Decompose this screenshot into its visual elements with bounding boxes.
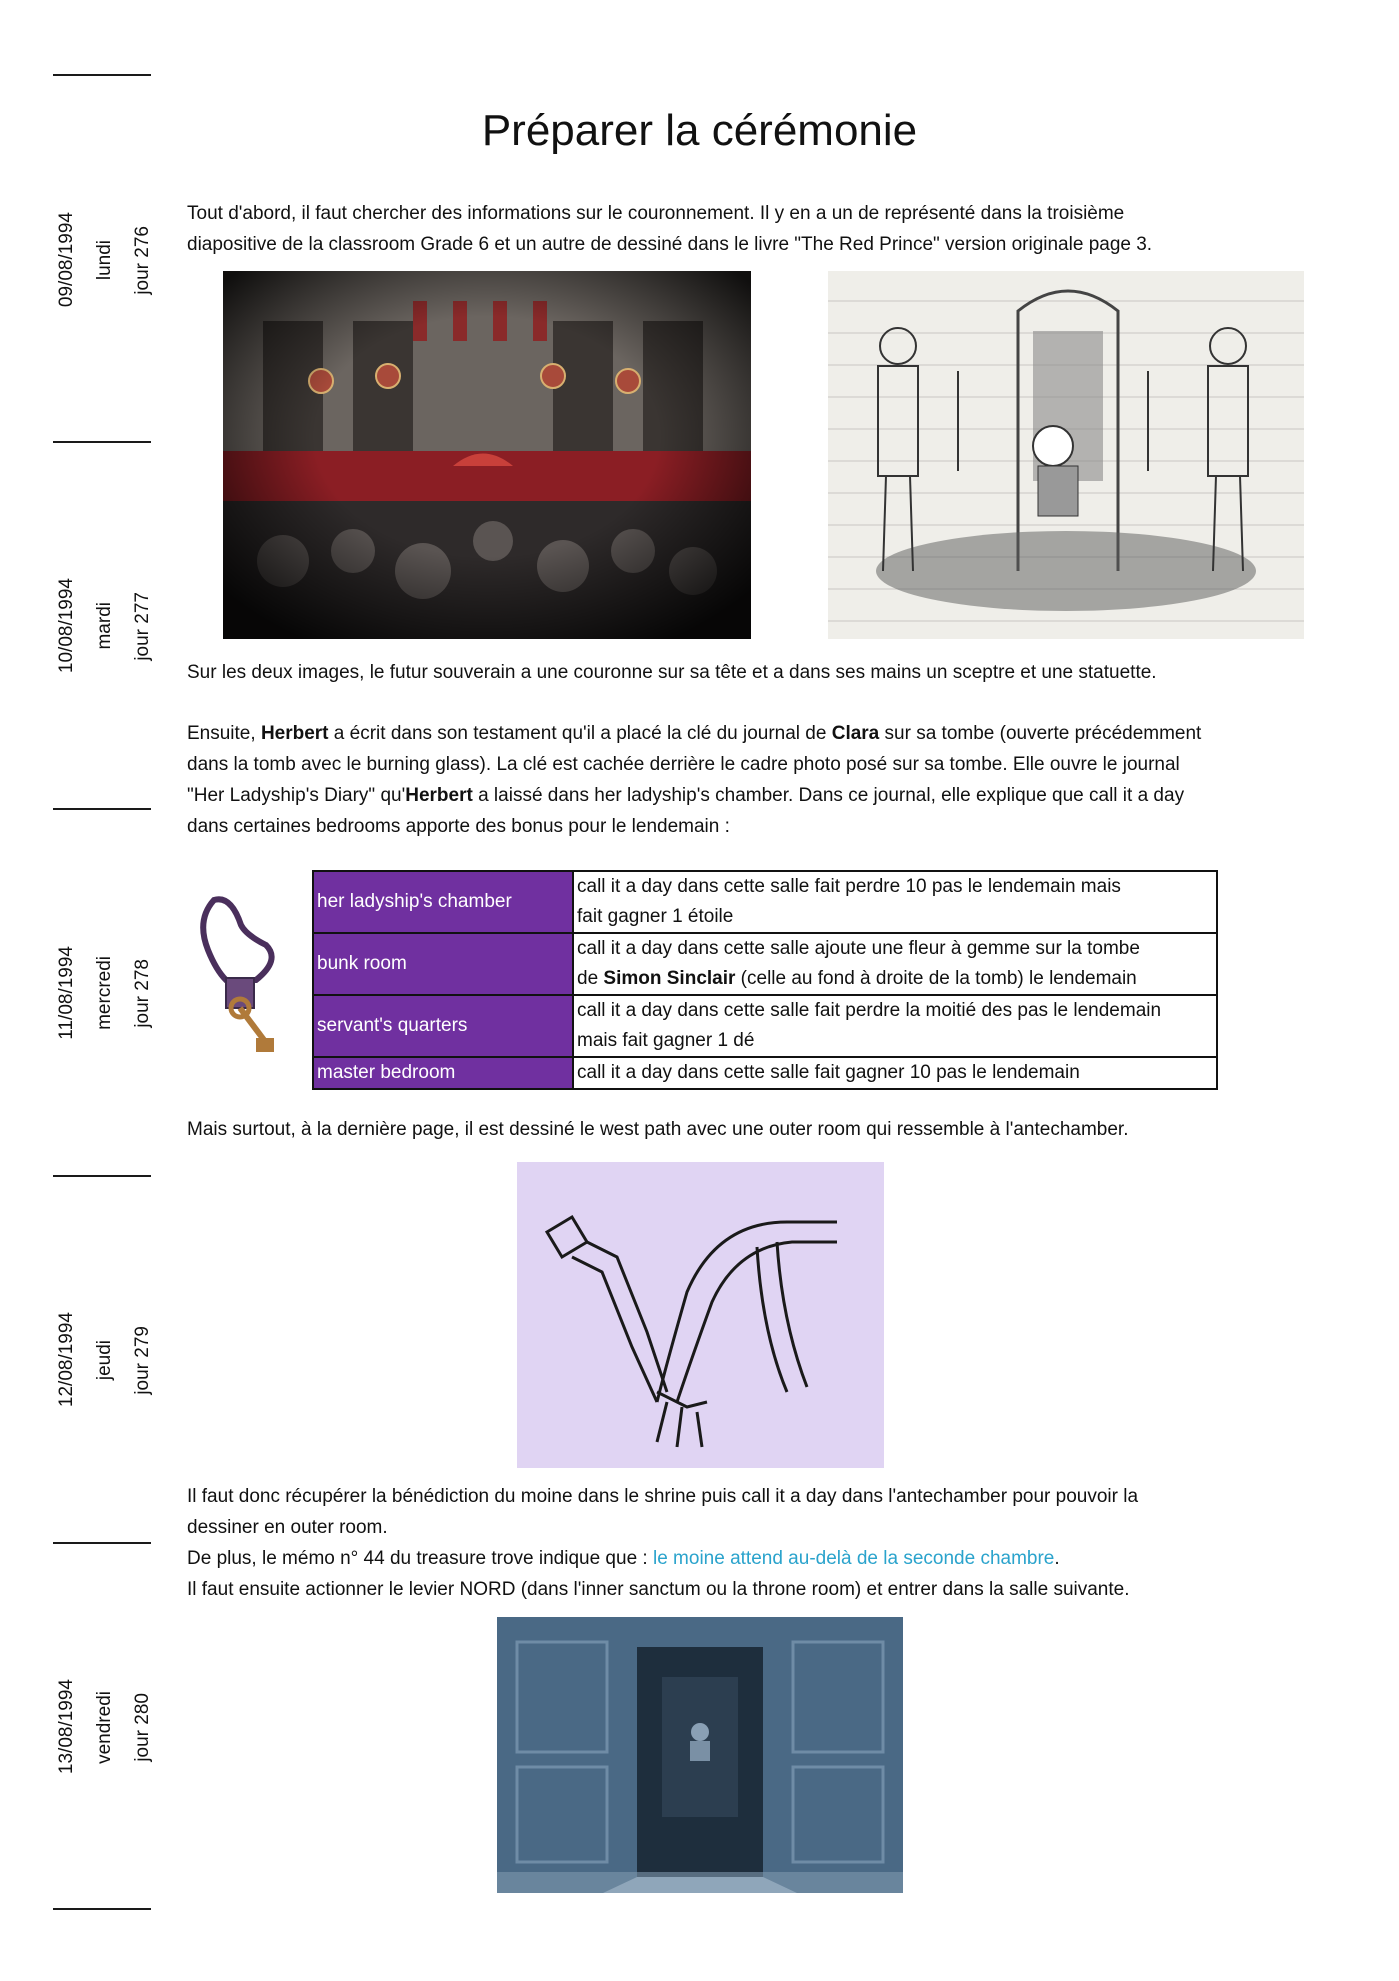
room-effect-cell: call it a day dans cette salle ajoute une fleur à gemme sur la tombe de Simon Sinclair (celle au fond à droite de la tomb) le lendemain [573,933,1217,995]
timeline-separator [53,1908,151,1910]
timeline-weekday: jeudi [94,1339,115,1381]
timeline-weekday: mardi [94,602,115,650]
west-path-paragraph: Mais surtout, à la dernière page, il est dessiné le west path avec une outer room qui ressemble à l'antechamber. [187,1119,1129,1140]
timeline-separator [53,808,151,810]
next-room-image [497,1617,903,1893]
timeline-date: 11/08/1994 [56,946,77,1040]
room-effect-cell: call it a day dans cette salle fait perdre 10 pas le lendemain mais fait gagner 1 étoile [573,871,1217,933]
table-row [313,933,1217,995]
timeline-separator [53,441,151,443]
timeline-weekday: mercredi [94,956,115,1030]
timeline-date: 09/08/1994 [56,212,77,308]
room-name-cell: master bedroom [313,1057,573,1089]
red-prince-drawing-image [828,271,1304,639]
room-name-cell: bunk room [313,933,573,995]
table-row [313,995,1217,1057]
timeline-day [56,1657,156,1797]
timeline-weekday: lundi [94,239,115,281]
timeline-day [56,923,156,1063]
page-title: Préparer la cérémonie [481,106,918,155]
timeline-weekday: vendredi [94,1690,115,1764]
diary-paragraph: Ensuite, Herbert a écrit dans son testament qu'il a placé la clé du journal de Clara sur sa tombe (ouverte précédemment dans la tomb avec le burning glass). La clé est cachée derrière le cadre photo posé sur sa tombe. Elle ouvre le journal "Her Ladyship's Diary" qu'Herbert a laissé dans her ladyship's chamber. Dans ce journal, elle explique que call it a day dans certaines bedrooms apporte des bonus pour le lendemain : [187,723,1202,837]
timeline-day [56,1290,156,1430]
room-name-cell: servant's quarters [313,995,573,1057]
intro-paragraph: Tout d'abord, il faut chercher des informations sur le couronnement. Il y en a un de représenté dans la troisième diapositive de la classroom Grade 6 et un autre de dessiné dans le livre "The Red Prince" version originale page 3. [187,203,1153,255]
timeline-separator [53,1542,151,1544]
timeline-day-number: jour 279 [132,1325,153,1395]
timeline-day [56,190,156,330]
timeline-day-number: jour 278 [132,958,153,1028]
timeline-day-number: jour 276 [132,225,153,295]
timeline-date: 13/08/1994 [56,1679,77,1775]
conclusion-paragraph: Il faut donc récupérer la bénédiction du moine dans le shrine puis call it a day dans l'antechamber pour pouvoir la dessiner en outer room. De plus, le mémo n° 44 du treasure trove indique que : le moine attend au-delà de la seconde chambre. Il faut ensuite actionner le levier NORD (dans l'inner sanctum ou la throne room) et entrer dans la salle suivante. [187,1486,1139,1600]
memo-link[interactable]: le moine attend au-delà de la seconde chambre [652,1548,1055,1569]
table-row [313,871,1217,933]
diary-key-image [186,890,298,1062]
timeline-day-number: jour 280 [132,1692,153,1762]
coronation-slide-image [223,271,751,639]
timeline-day-number: jour 277 [132,591,153,661]
room-effect-cell: call it a day dans cette salle fait gagner 10 pas le lendemain [573,1057,1217,1089]
bedroom-bonus-table [312,870,1218,1090]
timeline-day [56,556,156,696]
west-path-sketch-image [517,1162,884,1468]
timeline-date: 10/08/1994 [56,578,77,674]
table-row [313,1057,1217,1089]
room-effect-cell: call it a day dans cette salle fait perdre la moitié des pas le lendemain mais fait gagner 1 dé [573,995,1217,1057]
room-name-cell: her ladyship's chamber [313,871,573,933]
images-observation-paragraph: Sur les deux images, le futur souverain a une couronne sur sa tête et a dans ses mains un sceptre et une statuette. [187,662,1157,683]
timeline-date: 12/08/1994 [56,1312,77,1408]
timeline-separator [53,74,151,76]
timeline-separator [53,1175,151,1177]
